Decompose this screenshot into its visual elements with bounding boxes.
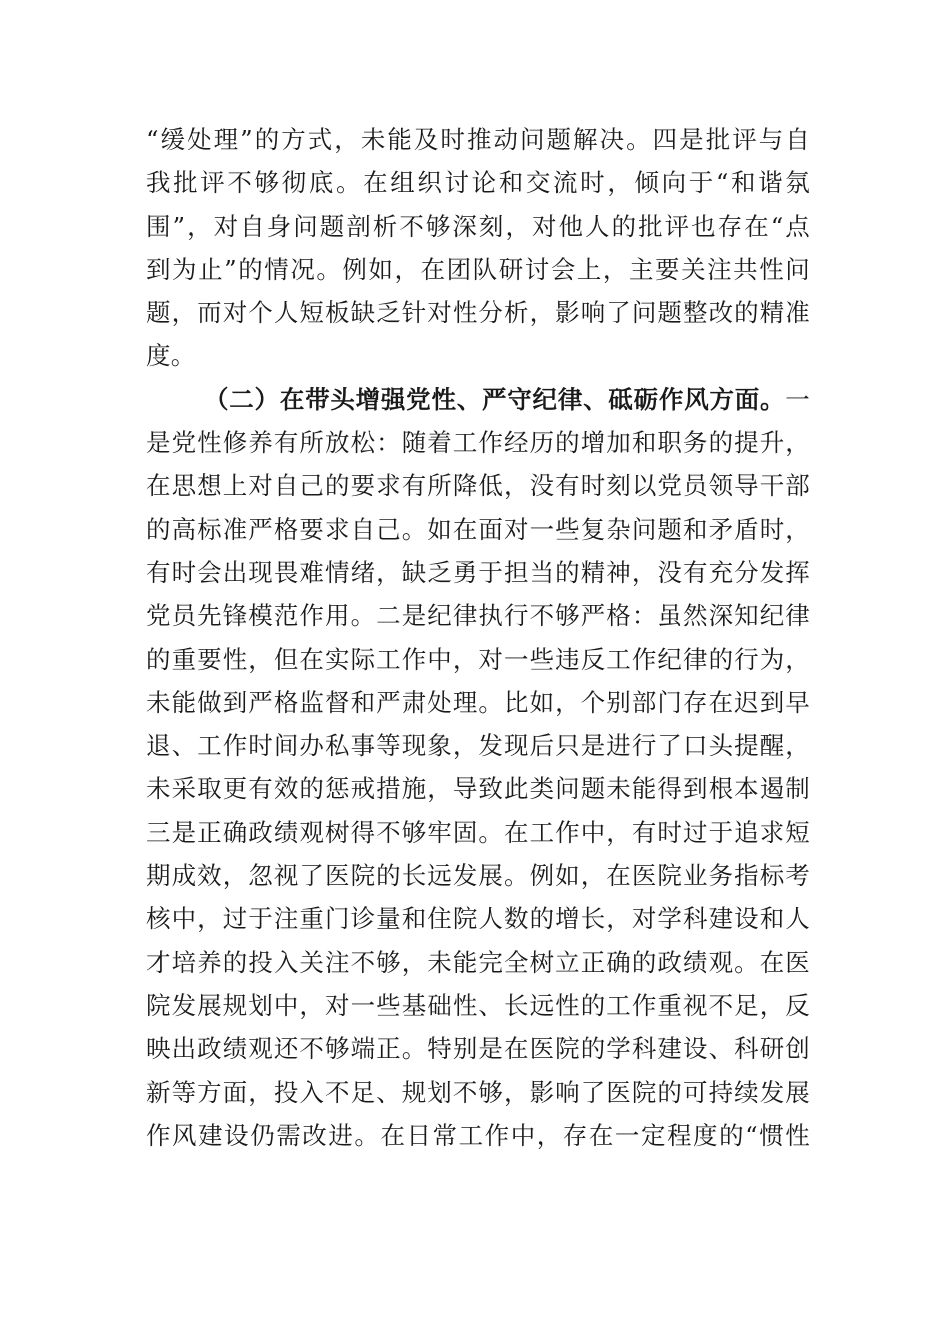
text-line: 在思想上对自己的要求有所降低，没有时刻以党员领导干部 bbox=[146, 471, 810, 501]
text-line: 映出政绩观还不够端正。特别是在医院的学科建设、科研创 bbox=[146, 1034, 810, 1064]
paragraph-2 bbox=[146, 378, 810, 1157]
text-line: 度。 bbox=[146, 341, 196, 371]
text-line: 退、工作时间办私事等现象，发现后只是进行了口头提醒， bbox=[146, 731, 810, 761]
text-line: “缓处理”的方式，未能及时推动问题解决。四是批评与自 bbox=[146, 125, 810, 154]
text-line: 未能做到严格监督和严肃处理。比如，个别部门存在迟到早 bbox=[146, 687, 810, 717]
text-line: 题，而对个人短板缺乏针对性分析，影响了问题整改的精准 bbox=[146, 298, 810, 328]
text-line: 到为止”的情况。例如，在团队研讨会上，主要关注共性问 bbox=[146, 254, 810, 284]
body-text bbox=[146, 118, 810, 1157]
text-line: 党员先锋模范作用。二是纪律执行不够严格：虽然深知纪律 bbox=[146, 601, 810, 631]
paragraph-1 bbox=[146, 118, 810, 378]
text-line: 有时会出现畏难情绪，缺乏勇于担当的精神，没有充分发挥 bbox=[146, 557, 810, 587]
text-line: 作风建设仍需改进。在日常工作中，存在一定程度的“惯性 bbox=[146, 1120, 810, 1150]
text-line: 院发展规划中，对一些基础性、长远性的工作重视不足，反 bbox=[146, 990, 810, 1020]
text-line: 我批评不够彻底。在组织讨论和交流时，倾向于“和谐氛 bbox=[146, 168, 810, 198]
text-line: 才培养的投入关注不够，未能完全树立正确的政绩观。在医 bbox=[146, 947, 810, 977]
section-heading-line bbox=[146, 378, 810, 421]
text-line: 是党性修养有所放松：随着工作经历的增加和职务的提升， bbox=[146, 428, 810, 458]
text-line: 的高标准严格要求自己。如在面对一些复杂问题和矛盾时， bbox=[146, 514, 810, 544]
text-line: 围”，对自身问题剖析不够深刻，对他人的批评也存在“点 bbox=[146, 211, 810, 241]
text-line: 三是正确政绩观树得不够牢固。在工作中，有时过于追求短 bbox=[146, 817, 810, 847]
text-line: 的重要性，但在实际工作中，对一些违反工作纪律的行为， bbox=[146, 644, 810, 674]
text-line: 期成效，忽视了医院的长远发展。例如，在医院业务指标考 bbox=[146, 861, 810, 891]
text-line: 未采取更有效的惩戒措施，导致此类问题未能得到根本遏制 bbox=[146, 774, 810, 804]
section-heading: （二）在带头增强党性、严守纪律、砥砺作风方面。 bbox=[204, 384, 786, 414]
text-line: 核中，过于注重门诊量和住院人数的增长，对学科建设和人 bbox=[146, 904, 810, 934]
text-run: 一 bbox=[785, 384, 810, 414]
text-line: 新等方面，投入不足、规划不够，影响了医院的可持续发展 bbox=[146, 1077, 810, 1107]
